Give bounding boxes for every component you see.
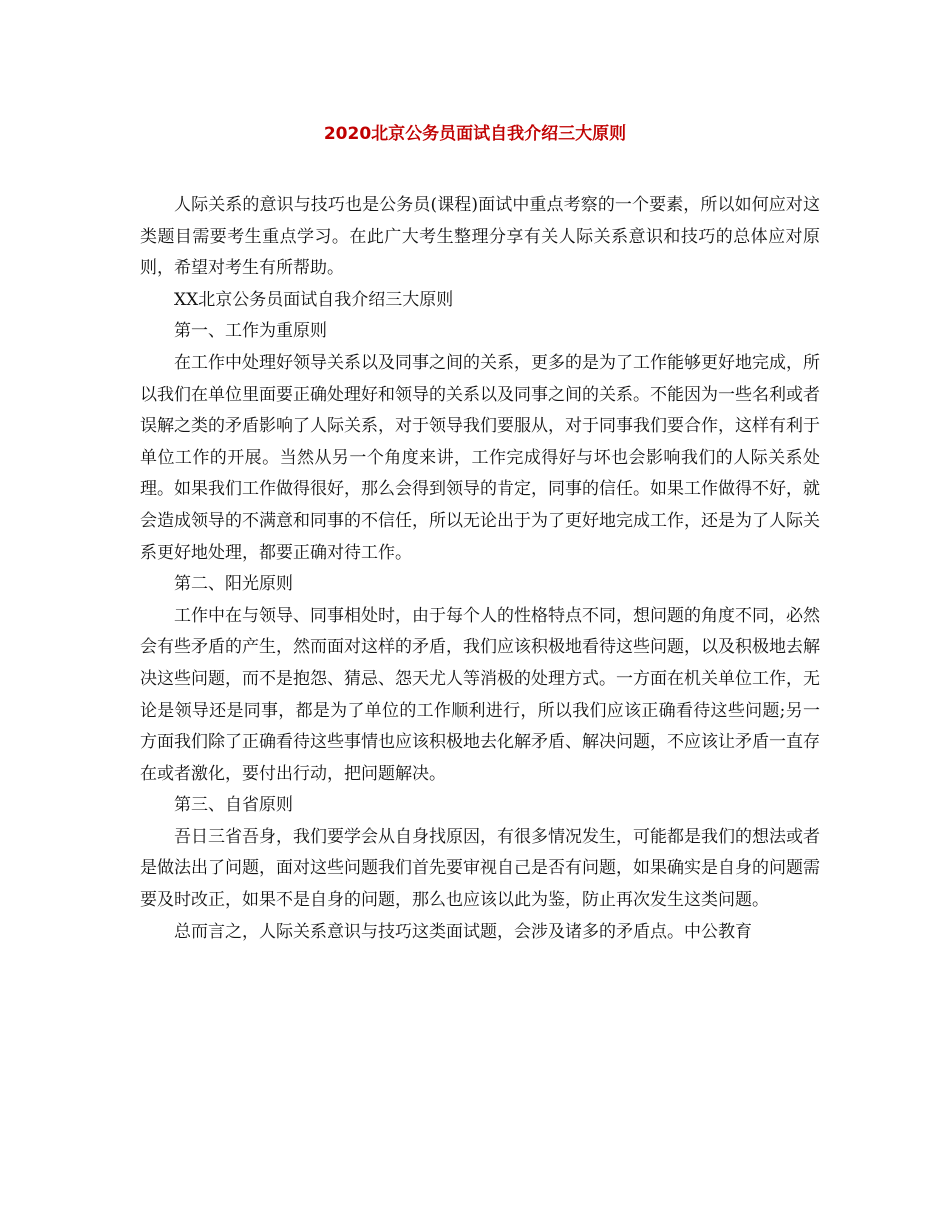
principle-heading-3: 第三、自省原则 bbox=[174, 795, 293, 816]
document-title: 2020北京公务员面试自我介绍三大原则 bbox=[323, 124, 627, 144]
conclusion-paragraph: 总而言之，人际关系意识与技巧这类面试题，会涉及诸多的矛盾点。中公教育 bbox=[174, 921, 752, 942]
principle-heading-1: 第一、工作为重原则 bbox=[174, 321, 327, 342]
document-body bbox=[140, 190, 820, 948]
intro-paragraph: 人际关系的意识与技巧也是公务员(课程)面试中重点考察的一个要素，所以如何应对这类题目需要考生重点学习。在此广大考生整理分享有关人际关系意识和技巧的总体应对原则，希望对考生有所帮助。 bbox=[140, 195, 820, 279]
section-heading: XX北京公务员面试自我介绍三大原则 bbox=[174, 289, 454, 310]
principle-paragraph-1: 在工作中处理好领导关系以及同事之间的关系，更多的是为了工作能够更好地完成，所以我们在单位里面要正确处理好和领导的关系以及同事之间的关系。不能因为一些名利或者误解之类的矛盾影响了人际关系，对于领导我们要服从，对于同事我们要合作，这样有利于单位工作的开展。当然从另一个角度来讲，工作完成得好与坏也会影响我们的人际关系处理。如果我们工作做得很好，那么会得到领导的肯定，同事的信任。如果工作做得不好，就会造成领导的不满意和同事的不信任，所以无论出于为了更好地完成工作，还是为了人际关系更好地处理，都要正确对待工作。 bbox=[140, 352, 820, 563]
principle-heading-2: 第二、阳光原则 bbox=[174, 574, 293, 595]
principle-paragraph-3: 吾日三省吾身，我们要学会从自身找原因，有很多情况发生，可能都是我们的想法或者是做法出了问题，面对这些问题我们首先要审视自己是否有问题，如果确实是自身的问题需要及时改正，如果不是自身的问题，那么也应该以此为鉴，防止再次发生这类问题。 bbox=[140, 826, 820, 911]
principle-paragraph-2: 工作中在与领导、同事相处时，由于每个人的性格特点不同，想问题的角度不同，必然会有些矛盾的产生，然而面对这样的矛盾，我们应该积极地看待这些问题，以及积极地去解决这些问题，而不是抱怨、猜忌、怨天尤人等消极的处理方式。一方面在机关单位工作，无论是领导还是同事，都是为了单位的工作顺利进行，所以我们应该正确看待这些问题;另一方面我们除了正确看待这些事情也应该积极地去化解矛盾、解决问题，不应该让矛盾一直存在或者激化，要付出行动，把问题解决。 bbox=[140, 605, 820, 784]
